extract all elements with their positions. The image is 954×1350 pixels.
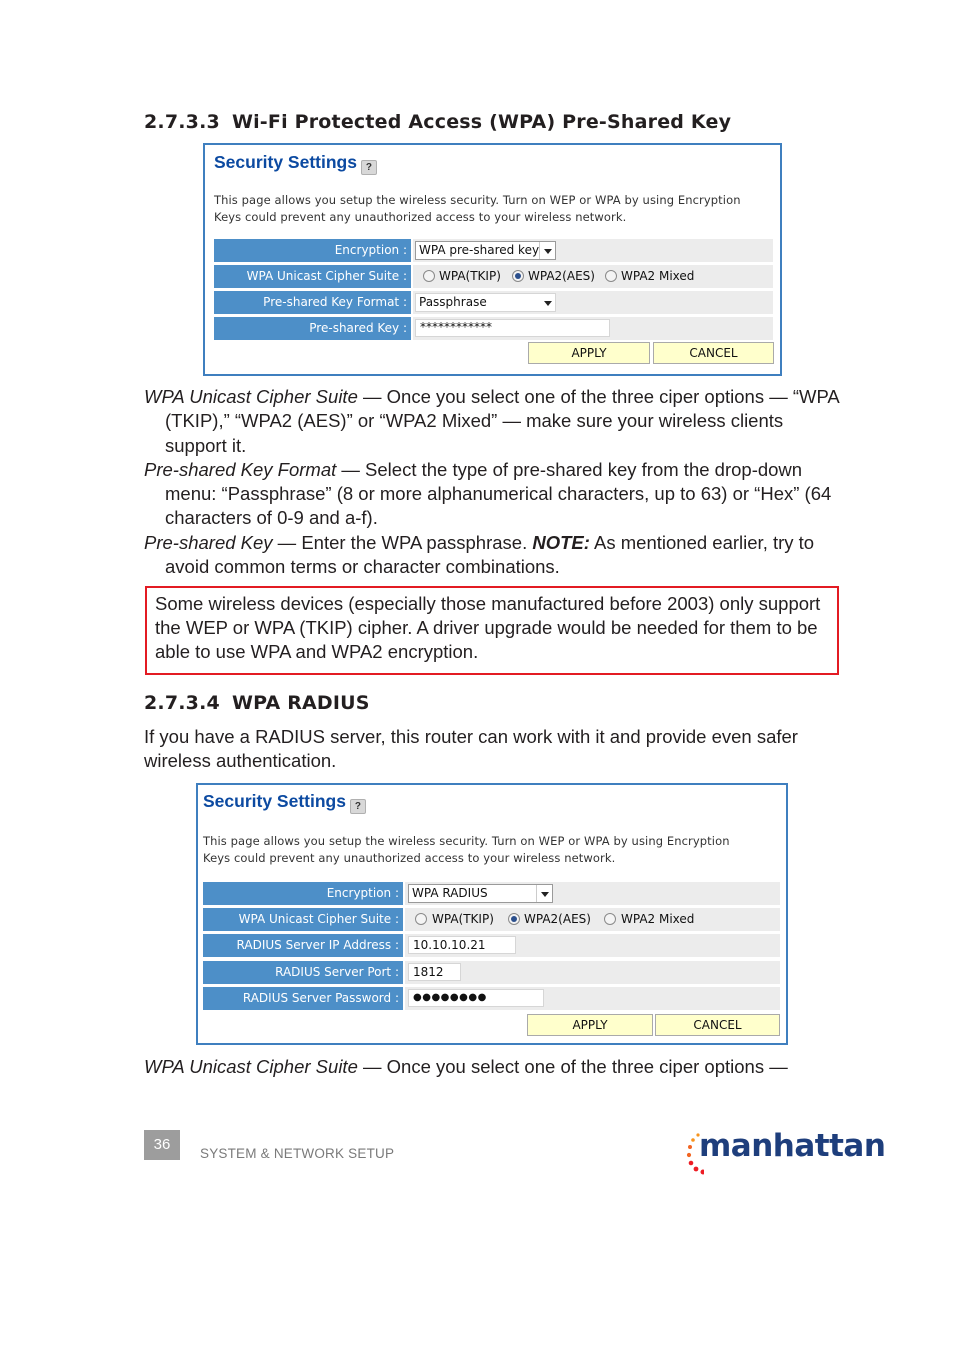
radio-wpa2-aes[interactable] [512,270,524,282]
pre-shared-key-cell [413,317,773,340]
section-title: WPA RADIUS [231,692,370,714]
help-icon[interactable]: ? [350,799,366,814]
note-text: As mentioned earlier, try to avoid common terms or character combinations. [165,531,815,578]
radio-wpa-tkip[interactable] [415,913,427,925]
chevron-down-icon[interactable] [539,242,555,259]
apply-button[interactable]: APPLY [527,1014,653,1036]
radius-ip-input[interactable]: 10.10.10.21 [408,936,516,954]
radio-wpa2-mixed[interactable] [605,270,617,282]
encryption-label: Encryption : [203,882,403,905]
panel-title [214,152,377,175]
radio-label-wpa-tkip: WPA(TKIP) [439,269,501,283]
radio-label-wpa2-aes: WPA2(AES) [524,912,591,926]
radius-port-label: RADIUS Server Port : [203,961,403,984]
encryption-label: Encryption : [214,239,411,262]
key-format-row [214,291,773,314]
radius-ip-label: RADIUS Server IP Address : [203,934,403,957]
definition-item [144,385,844,458]
definitions-list-psk [144,385,844,579]
panel-title-text: Security Settings [203,791,346,811]
cipher-suite-row [214,265,773,288]
security-settings-panel-radius [196,783,788,1045]
encryption-selected-value: WPA pre-shared key [419,243,540,257]
definitions-list-radius [144,1055,844,1079]
chevron-down-icon[interactable] [536,885,552,902]
radio-label-wpa2-aes: WPA2(AES) [528,269,595,283]
panel-title-text: Security Settings [214,152,357,172]
pre-shared-key-row [214,317,773,340]
security-settings-panel-psk [203,143,782,376]
section-intro: If you have a RADIUS server, this router can work with it and provide even safer wireless authentication. [144,726,798,772]
description-line: This page allows you setup the wireless security. Turn on WEP or WPA by using Encryption [203,834,730,848]
definition-item [144,1055,844,1079]
cipher-suite-label: WPA Unicast Cipher Suite : [214,265,411,288]
section-heading-wpa-radius [144,692,370,714]
pre-shared-key-input[interactable]: ************ [415,319,610,337]
note-label: NOTE: [532,531,590,553]
encryption-select[interactable] [415,241,556,260]
footer-section-label: SYSTEM & NETWORK SETUP [200,1146,395,1161]
radius-ip-row [203,934,780,957]
encryption-row [214,239,773,262]
encryption-cell [413,239,773,262]
encryption-select[interactable] [408,884,553,903]
radio-label-wpa2-mixed: WPA2 Mixed [621,269,695,283]
encryption-selected-value: WPA RADIUS [412,886,488,900]
logo-text: manhattan [699,1128,886,1164]
definition-text: — Once you select one of the three ciper options — “WPA (TKIP),” “WPA2 (AES)” or “WPA2 Mixed” — make sure your wireless clients support it. [165,386,839,456]
section-heading-wpa-psk [144,111,731,133]
panel-description [203,833,730,866]
cancel-button[interactable]: CANCEL [655,1014,780,1036]
manhattan-logo [686,1128,886,1178]
radio-label-wpa-tkip: WPA(TKIP) [432,912,494,926]
radio-wpa-tkip[interactable] [423,270,435,282]
page-number: 36 [144,1130,180,1160]
cipher-suite-cell [405,908,780,931]
cancel-button[interactable]: CANCEL [653,342,774,364]
description-line: This page allows you setup the wireless security. Turn on WEP or WPA by using Encryption [214,193,741,207]
radius-password-label: RADIUS Server Password : [203,987,403,1010]
radio-wpa2-aes[interactable] [508,913,520,925]
definition-item [144,531,844,580]
radius-port-input[interactable]: 1812 [408,963,461,981]
radius-port-row [203,961,780,984]
radio-label-wpa2-mixed: WPA2 Mixed [621,912,695,926]
encryption-cell [405,882,780,905]
cipher-suite-cell [413,265,773,288]
panel-description [214,192,741,225]
radio-wpa2-mixed[interactable] [604,913,616,925]
definition-term: WPA Unicast Cipher Suite [144,1056,358,1077]
section-number: 2.7.3.4 [144,692,220,714]
apply-button[interactable]: APPLY [528,342,650,364]
description-line: Keys could prevent any unauthorized access to your wireless network. [203,850,616,865]
cipher-suite-label: WPA Unicast Cipher Suite : [203,908,403,931]
definition-text: — Select the type of pre-shared key from the drop-down menu: “Passphrase” (8 or more alphanumerical characters, up to 63) or “Hex” (64 characters of 0-9 and a-f). [165,458,832,529]
encryption-row [203,882,780,905]
definition-term: Pre-shared Key Format [144,458,337,480]
definition-term: WPA Unicast Cipher Suite [144,386,358,407]
definition-text: — Enter the WPA passphrase. [272,531,533,553]
key-format-selected-value: Passphrase [419,295,487,309]
panel-title [203,791,366,814]
section-number: 2.7.3.3 [144,111,220,133]
cipher-suite-row [203,908,780,931]
key-format-label: Pre-shared Key Format : [214,291,411,314]
definition-text: — Once you select one of the three ciper options — [357,1056,788,1077]
section-title: Wi-Fi Protected Access (WPA) Pre-Shared Key [231,111,732,133]
radius-password-input[interactable]: ●●●●●●●● [408,989,544,1007]
radius-ip-cell [405,934,780,957]
note-box-text: Some wireless devices (especially those manufactured before 2003) only support the WEP or WPA (TKIP) cipher. A driver upgrade would be needed for them to be able to use WPA and WPA2 encryption. [155,593,821,662]
definition-term: Pre-shared Key [144,531,273,553]
key-format-select[interactable] [415,293,556,312]
note-box [145,586,839,675]
radius-password-cell [405,987,780,1010]
radius-port-cell [405,961,780,984]
chevron-down-icon[interactable] [540,294,555,311]
pre-shared-key-label: Pre-shared Key : [214,317,411,340]
definition-item [144,458,844,531]
key-format-cell [413,291,773,314]
description-line: Keys could prevent any unauthorized access to your wireless network. [214,209,627,224]
help-icon[interactable]: ? [361,160,377,175]
radius-password-row [203,987,780,1010]
